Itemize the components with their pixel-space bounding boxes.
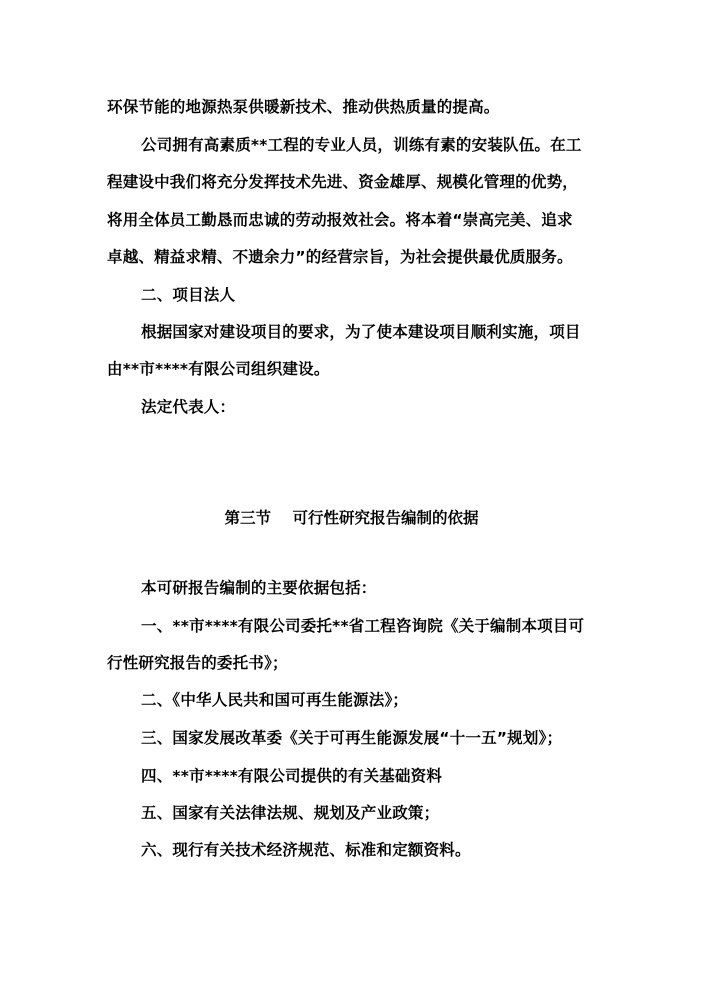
section-heading: 第三节 可行性研究报告编制的依据 [224,509,479,527]
basis-intro: 本可研报告编制的主要依据包括： [141,579,377,597]
paragraph-line: 根据国家对建设项目的要求，为了使本建设项目顺利实施，项目 [141,323,581,341]
legal-representative-label: 法定代表人： [141,398,236,416]
paragraph-line: 由**市****有限公司组织建设。 [107,360,330,378]
paragraph-line: 公司拥有高素质**工程的专业人员，训练有素的安装队伍。在工 [141,136,582,154]
basis-item-4: 四、**市****有限公司提供的有关基础资料 [141,767,443,785]
basis-item-6: 六、现行有关技术经济规范、标准和定额资料。 [141,841,471,859]
basis-item-3: 三、国家发展改革委《关于可再生能源发展“十一五”规划》； [141,729,563,747]
basis-item-2: 二、《中华人民共和国可再生能源法》； [141,691,409,709]
basis-item-1: 一、**市****有限公司委托**省工程咨询院《关于编制本项目可 [141,617,585,635]
paragraph-line: 卓越、精益求精、不遗余力”的经营宗旨，为社会提供最优质服务。 [107,248,573,266]
section-title: 二、项目法人 [141,286,236,304]
paragraph-line: 程建设中我们将充分发挥技术先进、资金雄厚、规模化管理的优势， [107,173,579,191]
paragraph-line: 将用全体员工勤恳而忠诚的劳动报效社会。将本着“崇高完美、追求 [107,211,573,229]
basis-item-1-continued: 行性研究报告的委托书》； [107,654,288,672]
basis-item-5: 五、国家有关法律法规、规划及产业政策； [141,804,440,822]
paragraph-line: 环保节能的地源热泵供暖新技术、推动供热质量的提高。 [107,98,500,116]
